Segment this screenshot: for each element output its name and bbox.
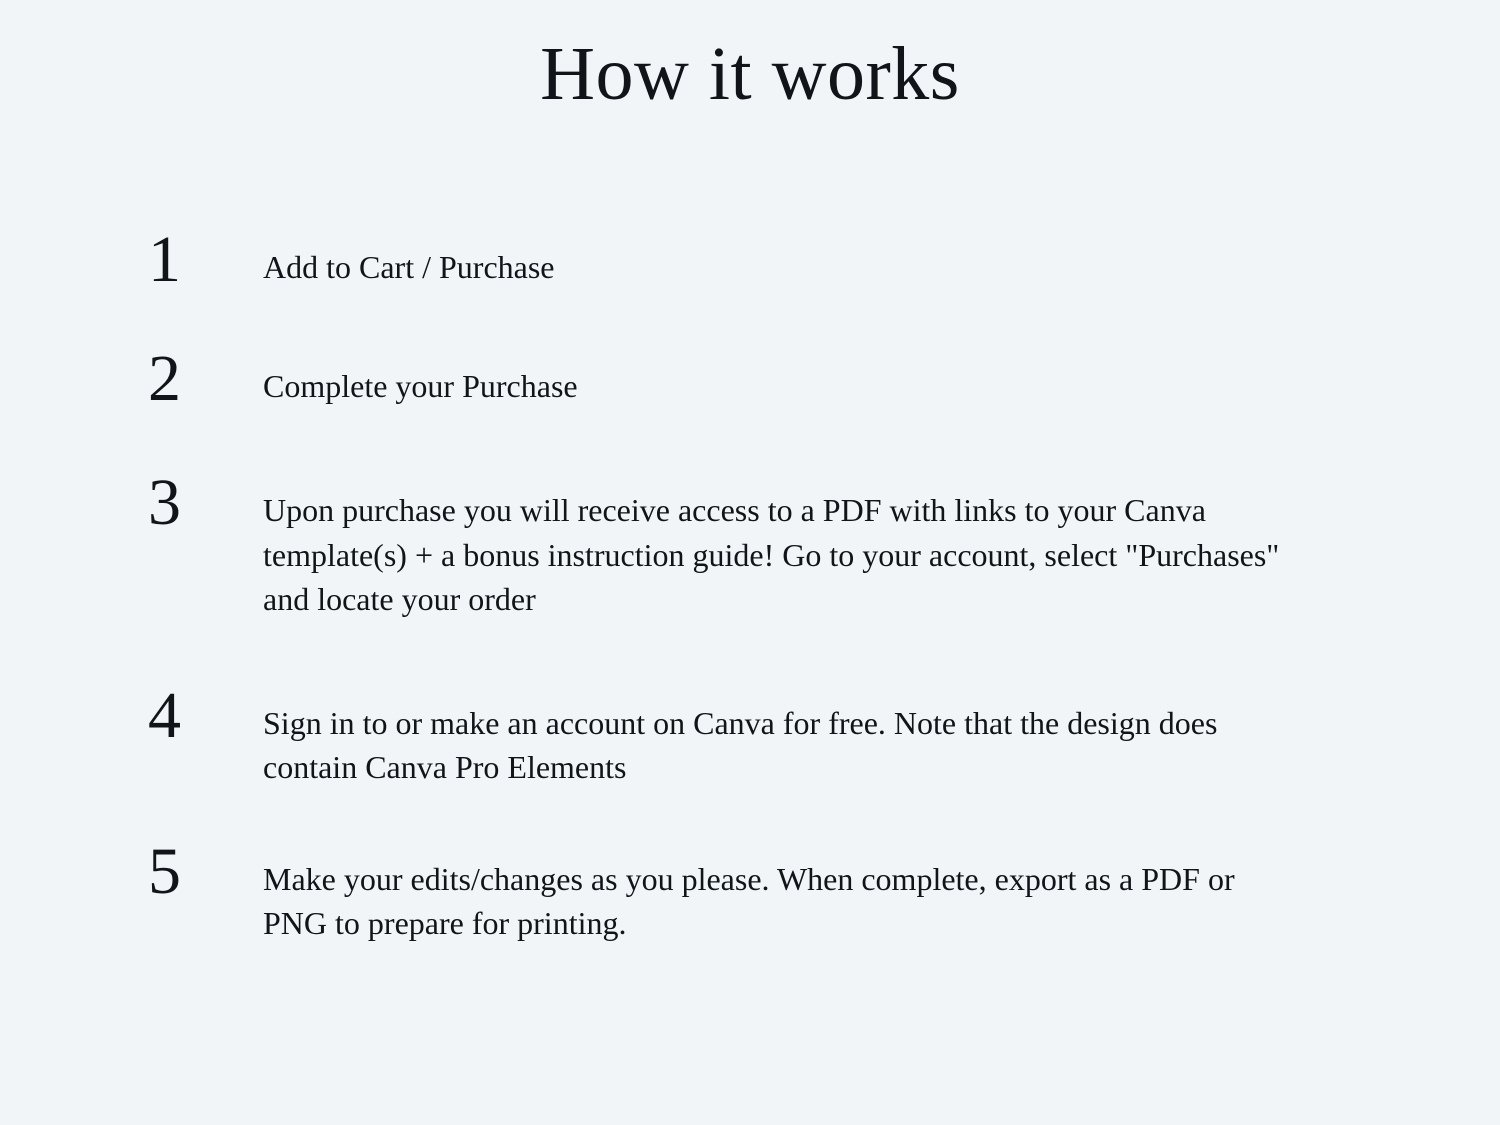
steps-list: [148, 223, 1348, 945]
step-number: 4: [148, 678, 181, 752]
step-number: 5: [148, 835, 181, 909]
step-number: 2: [148, 341, 181, 415]
list-item: [148, 835, 1348, 945]
step-text: Sign in to or make an account on Canva for free. Note that the design does contain Canva Pro Elements: [263, 704, 1218, 785]
step-text: Make your edits/changes as you please. When complete, export as a PDF or PNG to prepare for printing.: [263, 861, 1235, 942]
step-text: Add to Cart / Purchase: [263, 249, 555, 285]
list-item: [148, 678, 1348, 789]
list-item: [148, 466, 1348, 620]
list-item: [148, 223, 1348, 296]
page-title: How it works: [540, 32, 960, 116]
step-text: Upon purchase you will receive access to a PDF with links to your Canva template(s) + a bonus instruction guide! Go to your account, select "Purchases" and locate your order: [263, 492, 1280, 617]
step-text: Complete your Purchase: [263, 367, 578, 404]
step-number: 1: [148, 223, 181, 296]
step-number: 3: [148, 466, 181, 540]
list-item: [148, 341, 1348, 415]
